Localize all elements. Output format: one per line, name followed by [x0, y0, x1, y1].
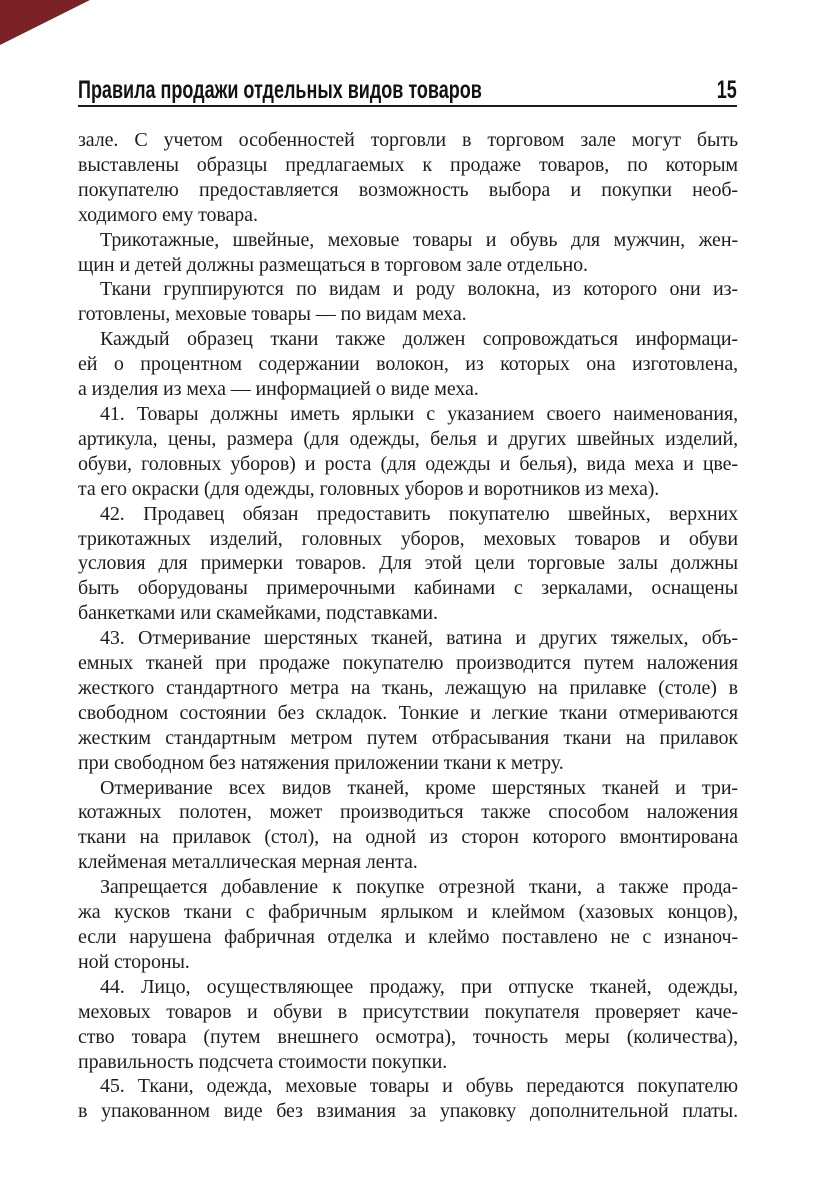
text-line: а изделия из меха — информацией о виде меха.: [78, 378, 479, 401]
paragraph: [78, 502, 738, 627]
paragraph: [78, 875, 738, 975]
text-line: зале. С учетом особенностей торговли в торговом зале могут быть: [78, 129, 738, 151]
text-line: жесткого стандартного метра на ткань, лежащую на прилавке (столе) в: [78, 676, 738, 699]
text-line: Отмеривание всех видов тканей, кроме шерстяных тканей и три-: [100, 776, 738, 799]
text-line: та его окраски (для одежды, головных уборов и воротников из меха).: [78, 477, 660, 500]
page-corner-decoration: [0, 0, 90, 45]
text-line: ткани на прилавок (стол), на одной из сторон которого вмонтирована: [78, 826, 738, 849]
text-line: жа кусков ткани с фабричным ярлыком и клеймом (хазовых концов),: [78, 901, 738, 924]
text-line: трикотажных изделий, головных уборов, меховых товаров и обуви: [78, 527, 738, 550]
paragraph: [78, 776, 738, 876]
header-rule: [78, 105, 737, 107]
paragraph: [78, 277, 738, 327]
text-line: емных тканей при продаже покупателю производится путем наложения: [78, 652, 738, 675]
paragraph: [78, 327, 738, 402]
page-body-text: [78, 128, 738, 1124]
text-line: банкетками или скамейками, подставками.: [78, 602, 438, 625]
text-line: котажных полотен, может производиться также способом наложения: [78, 801, 738, 824]
text-line: быть оборудованы примерочными кабинами с зеркалами, оснащены: [78, 577, 738, 600]
text-line: выставлены образцы предлагаемых к продаже товаров, по которым: [78, 153, 738, 176]
paragraph: [78, 1074, 738, 1124]
text-line: Каждый образец ткани также должен сопровождаться информаци-: [100, 328, 738, 351]
text-line: при свободном без натяжения приложении ткани к метру.: [78, 751, 564, 774]
text-line: правильность подсчета стоимости покупки.: [78, 1050, 448, 1073]
text-line: Запрещается добавление к покупке отрезной ткани, а также прода-: [100, 876, 738, 899]
text-line: ей о процентном содержании волокон, из которых она изготовлена,: [78, 353, 738, 376]
text-line: меховых товаров и обуви в присутствии покупателя проверяет каче-: [78, 1000, 738, 1023]
text-line: 43. Отмеривание шерстяных тканей, ватина и других тяжелых, объ-: [100, 627, 738, 650]
text-line: готовлены, меховые товары — по видам меха.: [78, 303, 467, 326]
text-line: артикула, цены, размера (для одежды, белья и других швейных изделий,: [78, 427, 738, 450]
text-line: ходимого ему товара.: [78, 203, 258, 226]
text-line: если нарушена фабричная отделка и клеймо поставлено не с изнаноч-: [78, 926, 738, 948]
text-line: клейменая металлическая мерная лента.: [78, 851, 418, 874]
paragraph: [78, 402, 738, 502]
paragraph: [78, 128, 738, 228]
text-line: 41. Товары должны иметь ярлыки с указанием своего наименования,: [100, 402, 738, 425]
page-number: 15: [716, 76, 737, 104]
text-line: жестким стандартным метром путем отбрасывания ткани на прилавок: [78, 726, 738, 749]
text-line: обуви, головных уборов) и роста (для одежды и белья), вида меха и цве-: [78, 452, 738, 475]
text-line: Ткани группируются по видам и роду волокна, из которого они из-: [100, 278, 738, 301]
text-line: 44. Лицо, осуществляющее продажу, при отпуске тканей, одежды,: [100, 975, 738, 998]
text-line: 45. Ткани, одежда, меховые товары и обувь передаются покупателю: [100, 1075, 738, 1098]
text-line: свободном состоянии без складок. Тонкие и легкие ткани отмериваются: [78, 701, 738, 724]
text-line: ной стороны.: [78, 950, 190, 973]
paragraph: [78, 228, 738, 278]
text-line: покупателю предоставляется возможность выбора и покупки необ-: [78, 178, 738, 201]
text-line: 42. Продавец обязан предоставить покупателю швейных, верхних: [100, 502, 738, 525]
paragraph: [78, 626, 738, 775]
paragraph: [78, 975, 738, 1075]
text-line: в упакованном виде без взимания за упаковку дополнительной платы.: [78, 1100, 738, 1123]
text-line: щин и детей должны размещаться в торговом зале отдельно.: [78, 253, 588, 276]
text-line: ство товара (путем внешнего осмотра), точность меры (количества),: [78, 1025, 738, 1048]
text-line: Трикотажные, швейные, меховые товары и обувь для мужчин, жен-: [100, 228, 738, 251]
running-header-title: Правила продажи отдельных видов товаров: [78, 76, 482, 104]
text-line: условия для примерки товаров. Для этой цели торговые залы должны: [78, 552, 738, 575]
